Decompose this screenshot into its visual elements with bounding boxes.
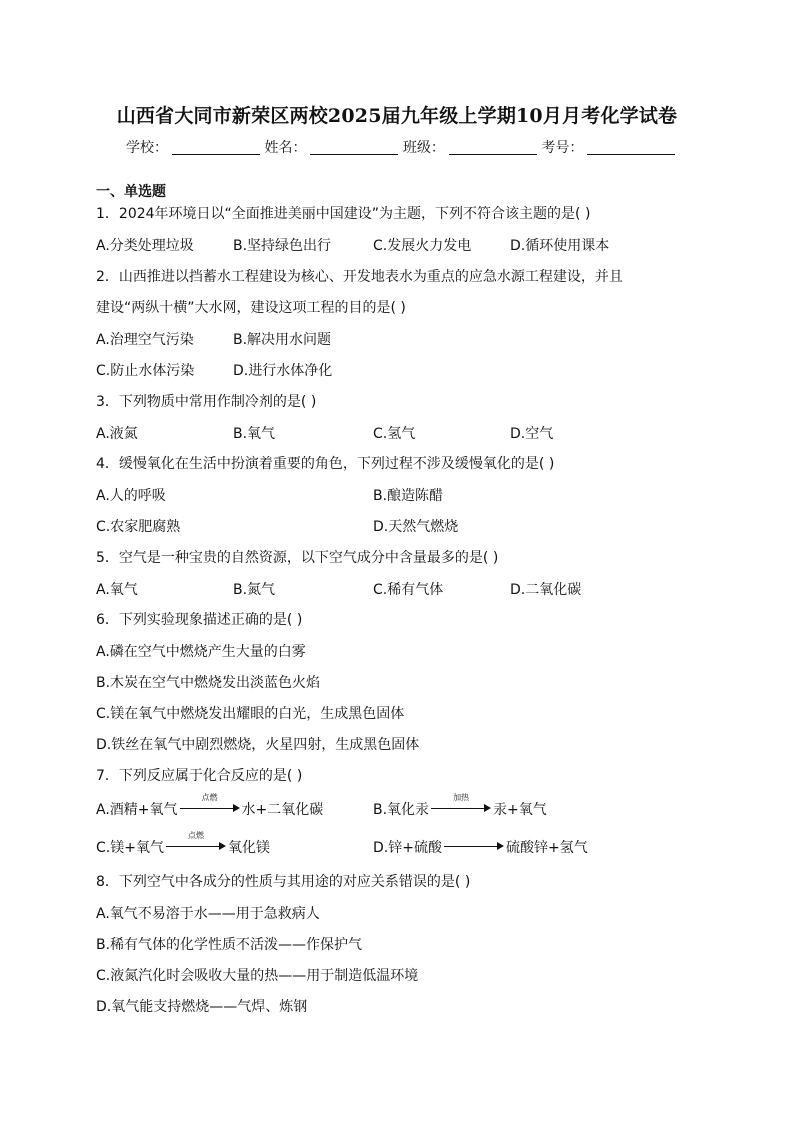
q3-option-b: B.氧气 <box>233 426 276 442</box>
question-3: 3．下列物质中常用作制冷剂的是( ) <box>96 394 317 410</box>
question-2-line-2: 建设“两纵十横”大水网，建设这项工程的目的是( ) <box>96 300 406 316</box>
school-blank <box>172 140 260 155</box>
q1-option-c: C.发展火力发电 <box>373 238 472 254</box>
q2-option-a: A.治理空气污染 <box>96 332 194 348</box>
q6-option-d: D.铁丝在氧气中剧烈燃烧，火星四射，生成黑色固体 <box>96 737 420 753</box>
q6-option-b: B.木炭在空气中燃烧发出淡蓝色火焰 <box>96 675 321 691</box>
exam-title: 山西省大同市新荣区两校2025届九年级上学期10月月考化学试卷 <box>116 105 678 127</box>
q7-d-products: 硫酸锌+氢气 <box>505 840 588 856</box>
q3-option-a: A.液氮 <box>96 426 138 442</box>
q5-option-a: A.氧气 <box>96 582 138 598</box>
q3-option-d: D.空气 <box>510 426 554 442</box>
question-8: 8．下列空气中各成分的性质与其用途的对应关系错误的是( ) <box>96 874 471 890</box>
class-label: 班级： <box>402 140 445 156</box>
student-info-row <box>126 137 675 157</box>
q7-a-condition: 点燃 <box>201 793 218 802</box>
q4-option-d: D.天然气燃烧 <box>373 519 459 535</box>
q1-option-a: A.分类处理垃圾 <box>96 238 194 254</box>
q2-option-d: D.进行水体净化 <box>233 363 333 379</box>
reaction-arrow-icon <box>180 793 240 815</box>
number-field <box>541 137 675 157</box>
q7-a-products: 水+二氧化碳 <box>241 802 324 818</box>
question-7: 7．下列反应属于化合反应的是( ) <box>96 768 303 784</box>
q7-b-products: 汞+氧气 <box>493 802 547 818</box>
school-field <box>126 137 260 157</box>
name-blank <box>310 140 398 155</box>
q8-option-a: A.氧气不易溶于水——用于急救病人 <box>96 906 320 922</box>
q6-option-c: C.镁在氧气中燃烧发出耀眼的白光，生成黑色固体 <box>96 706 405 722</box>
q5-option-b: B.氮气 <box>233 582 276 598</box>
q7-option-c <box>96 831 270 858</box>
number-blank <box>587 140 675 155</box>
q7-option-a <box>96 793 324 820</box>
section-heading: 一、单选题 <box>96 184 166 200</box>
q8-option-d: D.氧气能支持燃烧——气焊、炼钢 <box>96 999 308 1015</box>
q6-option-a: A.磷在空气中燃烧产生大量的白雾 <box>96 644 306 660</box>
question-5: 5．空气是一种宝贵的自然资源，以下空气成分中含量最多的是( ) <box>96 550 499 566</box>
school-label: 学校： <box>126 140 168 156</box>
question-4: 4．缓慢氧化在生活中扮演着重要的角色，下列过程不涉及缓慢氧化的是( ) <box>96 456 555 472</box>
class-field <box>403 137 537 157</box>
class-blank <box>449 140 537 155</box>
q2-option-c: C.防止水体污染 <box>96 363 195 379</box>
q4-option-a: A.人的呼吸 <box>96 488 166 504</box>
q5-option-d: D.二氧化碳 <box>510 582 582 598</box>
q7-b-reactants: B.氧化汞 <box>373 802 430 818</box>
question-2: 2．山西推进以挡蓄水工程建设为核心、开发地表水为重点的应急水源工程建设，并且 <box>96 269 623 285</box>
q2-option-b: B.解决用水问题 <box>233 332 332 348</box>
q5-option-c: C.稀有气体 <box>373 582 444 598</box>
q4-option-c: C.农家肥腐熟 <box>96 519 181 535</box>
q4-option-b: B.酿造陈醋 <box>373 488 444 504</box>
q7-d-reactants: D.锌+硫酸 <box>373 840 442 856</box>
q1-option-d: D.循环使用课本 <box>510 238 610 254</box>
reaction-arrow-icon <box>431 793 491 815</box>
q7-option-d <box>373 838 588 858</box>
q7-c-products: 氧化镁 <box>227 840 270 856</box>
q1-option-b: B.坚持绿色出行 <box>233 238 332 254</box>
q7-b-condition: 加热 <box>453 793 470 802</box>
q7-option-b <box>373 793 547 820</box>
question-1: 1．2024年环境日以“全面推进美丽中国建设”为主题，下列不符合该主题的是( ) <box>96 206 591 222</box>
reaction-arrow-icon <box>166 831 226 853</box>
q7-c-condition: 点燃 <box>187 831 204 840</box>
name-field <box>264 137 398 157</box>
q7-a-reactants: A.酒精+氧气 <box>96 802 178 818</box>
q7-c-reactants: C.镁+氧气 <box>96 840 164 856</box>
reaction-arrow-icon <box>444 839 504 853</box>
q8-option-c: C.液氮汽化时会吸收大量的热——用于制造低温环境 <box>96 968 419 984</box>
number-label: 考号： <box>541 140 584 156</box>
name-label: 姓名： <box>264 140 307 156</box>
q3-option-c: C.氢气 <box>373 426 416 442</box>
q8-option-b: B.稀有气体的化学性质不活泼——作保护气 <box>96 937 363 953</box>
question-6: 6．下列实验现象描述正确的是( ) <box>96 612 303 628</box>
